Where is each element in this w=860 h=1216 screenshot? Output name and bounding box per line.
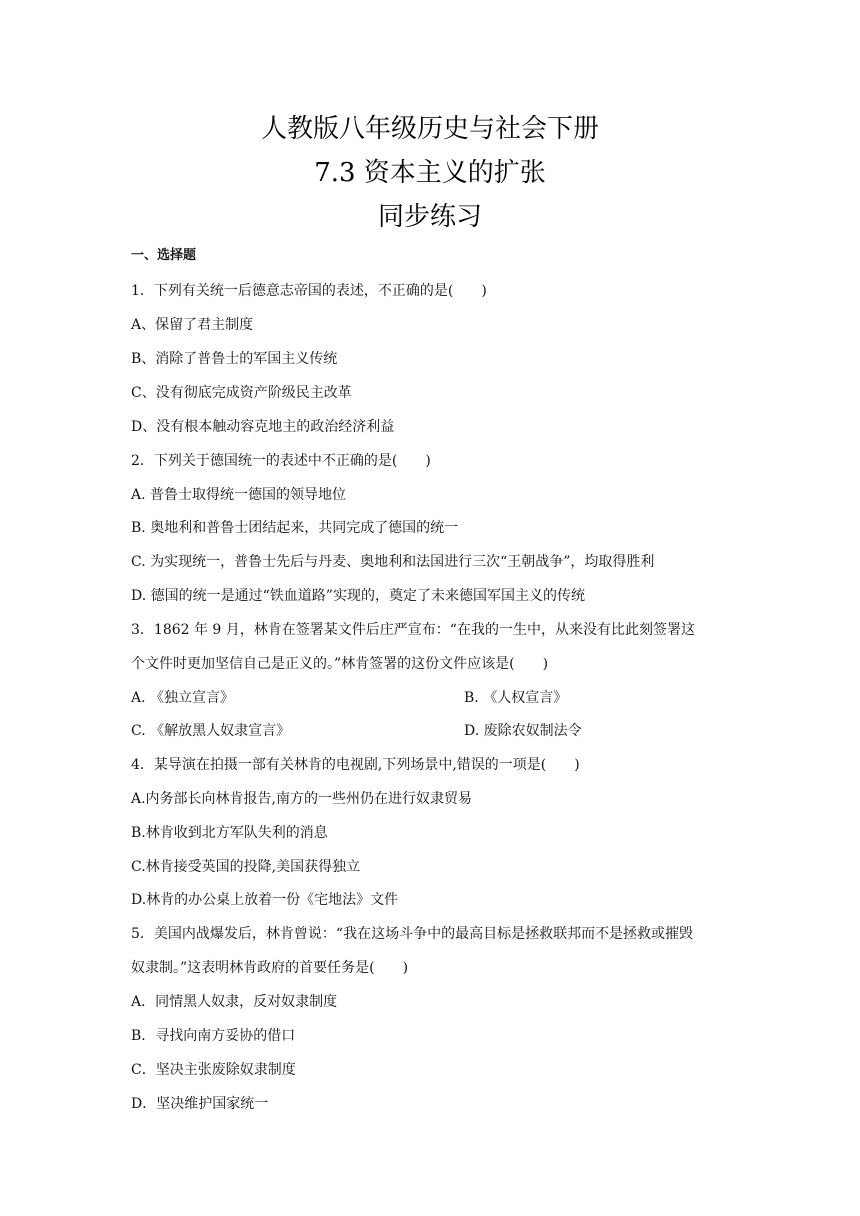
question-4-option-a: A.内务部长向林肯报告,南方的一些州仍在进行奴隶贸易 [131,791,473,807]
page-title-line-1: 人教版八年级历史与社会下册 [260,114,599,144]
question-5-option-a: A．同情黑人奴隶，反对奴隶制度 [131,994,338,1010]
question-3-option-d: D. 废除农奴制法令 [464,723,582,739]
question-3-option-a: A. 《独立宣言》 [131,690,235,706]
question-1-option-c: C、没有彻底完成资产阶级民主改革 [131,385,352,401]
question-5-option-d: D．坚决维护国家统一 [131,1096,269,1112]
question-2-option-d: D. 德国的统一是通过“铁血道路”实现的，奠定了未来德国军国主义的传统 [131,588,585,604]
question-3-options-row-1 [131,688,741,708]
section-heading: 一、选择题 [131,248,197,263]
question-4-option-c: C.林肯接受英国的投降,美国获得独立 [131,859,361,875]
question-1-option-d: D、没有根本触动容克地主的政治经济利益 [131,419,395,435]
question-5-stem-line-2: 奴隶制。”这表明林肯政府的首要任务是( ) [131,960,409,976]
question-3-options-row-2 [131,721,741,741]
question-5-option-c: C．坚决主张废除奴隶制度 [131,1062,296,1078]
page-title-line-2: 7.3 资本主义的扩张 [314,158,546,188]
question-4-stem: 4．某导演在拍摄一部有关林肯的电视剧,下列场景中,错误的一项是( ) [131,757,580,773]
question-3-stem-line-2: 个文件时更加坚信自己是正义的。”林肯签署的这份文件应该是( ) [131,656,549,672]
question-3-option-b: B. 《人权宣言》 [464,690,568,706]
question-2-option-b: B. 奥地利和普鲁士团结起来，共同完成了德国的统一 [131,520,459,536]
question-1-stem: 1．下列有关统一后德意志帝国的表述，不正确的是( ) [131,283,487,299]
question-4-option-b: B.林肯收到北方军队失利的消息 [131,825,328,841]
question-1-option-b: B、消除了普鲁士的军国主义传统 [131,351,338,367]
question-5-stem-line-1: 5．美国内战爆发后，林肯曾说：“我在这场斗争中的最高目标是拯救联邦而不是拯救或摧毁 [131,926,694,942]
question-2-stem: 2．下列关于德国统一的表述中不正确的是( ) [131,453,431,469]
page-title-line-3: 同步练习 [377,202,482,232]
question-3-stem-line-1: 3．1862 年 9 月，林肯在签署某文件后庄严宣布：“在我的一生中，从来没有比此刻签署这 [131,622,695,638]
question-5-option-b: B．寻找向南方妥协的借口 [131,1028,296,1044]
question-3-option-c: C. 《解放黑人奴隶宣言》 [131,723,291,739]
question-2-option-c: C. 为实现统一，普鲁士先后与丹麦、奥地利和法国进行三次“王朝战争”，均取得胜利 [131,554,655,570]
question-2-option-a: A. 普鲁士取得统一德国的领导地位 [131,487,347,503]
question-1-option-a: A、保留了君主制度 [131,317,254,333]
question-4-option-d: D.林肯的办公桌上放着一份《宅地法》文件 [131,892,399,908]
